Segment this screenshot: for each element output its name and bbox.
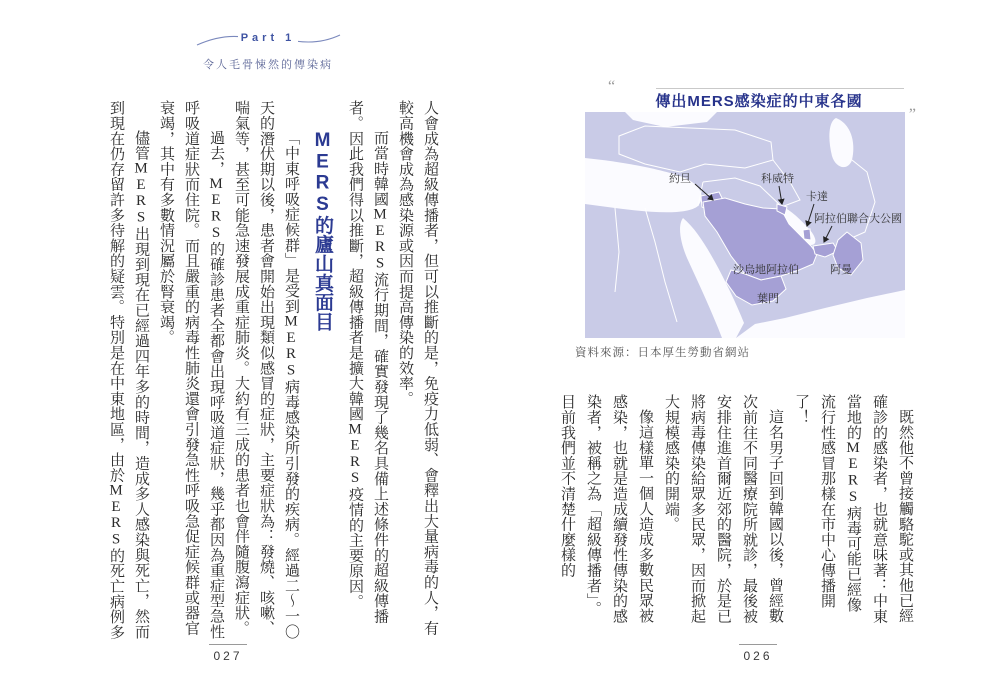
map-label-uae: 阿拉伯聯合大公國: [814, 213, 902, 225]
map-label-kuwait: 科威特: [761, 173, 794, 185]
paragraph: 人會成為超級傳播者，但可以推斷的是，免疫力低弱、會釋出大量病毒的人，有較高機會成為感染源或因而提高傳染的效率。: [397, 100, 438, 636]
middle-east-map: [585, 112, 905, 338]
paragraph: 像這樣單一個人造成多數民眾被感染，也就是造成續發性傳染的感染者，被稱之為「超級傳播者」。目前我們並不清楚什麼樣的: [559, 394, 653, 624]
paragraph: 儘管MERS出現到現在已經過四年多的時間，造成多人感染與死亡，然而到現在仍存留許多待解的疑雲。特別是在中東地區，由於MERS的死亡病例多: [108, 100, 149, 640]
page-number-right: 026: [743, 649, 773, 663]
title-rule-top: [656, 88, 904, 89]
map-title-bar: [608, 78, 916, 123]
paragraph: 既然他不曾接觸駱駝或其他已經確診的感染者，也就意味著：中東當地的MERS病毒可能已經像流行性感冒那樣在市中心傳播開了！: [793, 394, 913, 624]
part-header: [193, 30, 343, 72]
paragraph: 過去，MERS的確診患者全都會出現呼吸道症狀，幾乎都因為重症型急性呼吸道症狀而住院。而且嚴重的病毒性肺炎還會引發急性呼吸急促症候群或器官衰竭，其中有多數情況屬於腎衰竭。: [158, 100, 224, 639]
page-number-left: 027: [213, 649, 243, 663]
map-source: 資料來源：日本厚生勞動省網站: [575, 347, 750, 359]
page-number-rule-right: [739, 644, 777, 645]
right-page-body: [552, 394, 918, 626]
quote-open-icon: “: [608, 78, 616, 95]
left-page-body: [64, 100, 442, 640]
section-heading: MERS的廬山真面目: [312, 130, 333, 332]
map-label-qatar: 卡達: [806, 191, 828, 203]
map-label-saudi: 沙烏地阿拉伯: [733, 264, 799, 276]
map-label-yemen: 葉門: [757, 293, 779, 305]
part-label: Part 1: [193, 32, 343, 44]
paragraph: 這名男子回到韓國以後，曾經數次前往不同醫療院所就診，最後被安排住進首爾近郊的醫院，於是已將病毒傳染給眾多民眾，因而掀起大規模感染的開端。: [663, 394, 783, 624]
country-qatar: [803, 229, 811, 240]
paragraph: 「中東呼吸症候群」是受到MERS病毒感染所引發的疾病。經過二～一〇天的潛伏期以後，患者會開始出現類似感冒的症狀，主要症狀為：發燒、咳嗽、喘氣等，甚至可能急速發展成重症肺炎。大約有三成的患者也會伴隨腹瀉症狀。: [233, 100, 299, 639]
quote-close-icon: ”: [908, 106, 916, 123]
map-label-oman: 阿曼: [830, 264, 852, 276]
paragraph: 而當時韓國MERS流行期間，確實發現了幾名具備上述條件的超級傳播者。因此我們得以推斷，超級傳播者是擴大韓國MERS疫情的主要原因。: [347, 100, 388, 624]
map-title: 傳出MERS感染症的中東各國: [655, 93, 863, 110]
map-label-jordan: 約旦: [669, 173, 691, 185]
page-number-rule-left: [209, 644, 247, 645]
part-subtitle: 令人毛骨悚然的傳染病: [203, 59, 333, 71]
